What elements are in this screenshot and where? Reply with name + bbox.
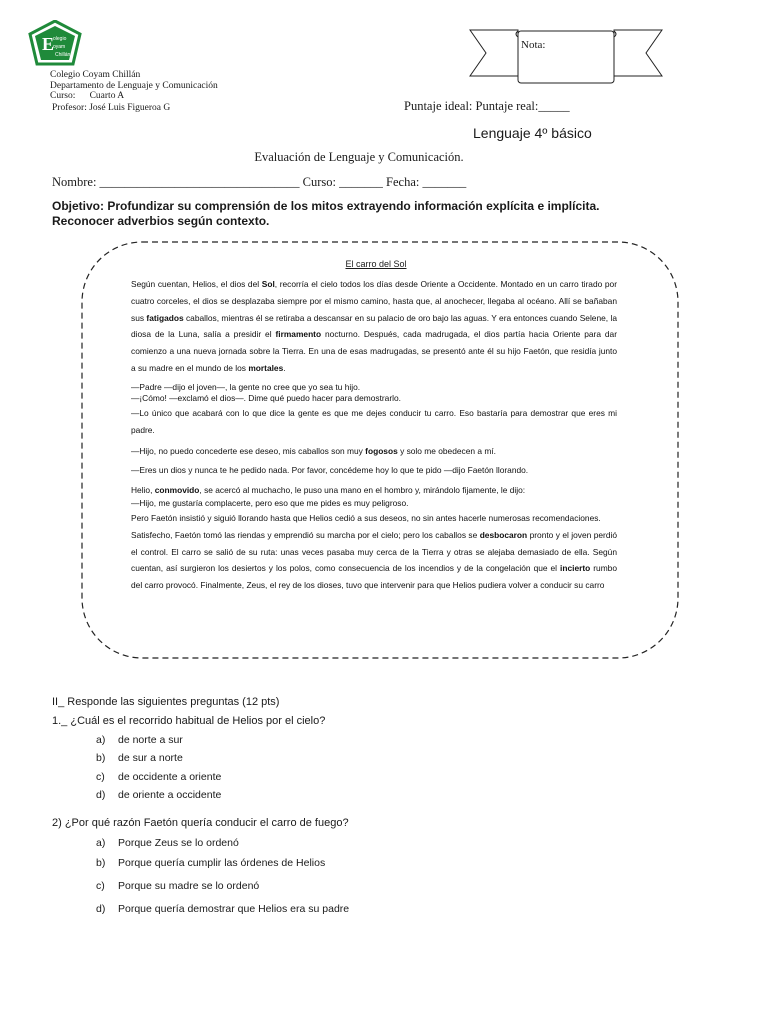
bold-word: fatigados	[146, 312, 184, 323]
option-text: de oriente a occidente	[118, 789, 222, 801]
school-logo	[28, 20, 82, 70]
school-info	[50, 70, 218, 102]
text-run: Helio,	[131, 484, 155, 495]
text-run: pronto y el joven perdió el control. El carro se salió de su ruta: unas veces pasaba muy cerca de la Tierra y otras se alejaba demasiado de ella. Según cuentan, así surgieron los desiertos y los polos, como consecuencia de los incendios y de la congelación que el	[131, 529, 618, 574]
text-run: Según cuentan, Helios, el dios del	[131, 279, 262, 289]
bold-word: desbocaron	[479, 529, 528, 540]
evaluation-title: Evaluación de Lenguaje y Comunicación.	[254, 150, 464, 164]
text-run: caballos, mientras él se retiraba a descansar en su palacio de oro bajo las aguas. Y era entonces cuando Selene, la diosa de la Luna, salía a presidir el	[131, 312, 617, 340]
svg-text:oyam: oyam	[53, 44, 66, 50]
text-run: rumbo del carro provocó. Finalmente, Zeus, el rey de los dioses, tuvo que intervenir para que Helios pudiera volver a conducir su carro	[131, 563, 617, 591]
section-title: II_ Responde las siguientes preguntas (12 pts)	[52, 696, 280, 708]
nota-label: Nota:	[521, 39, 546, 51]
option-letter: b)	[96, 752, 106, 764]
option-text: Porque quería cumplir las órdenes de Helios	[118, 857, 326, 869]
bold-word: incierto	[560, 563, 591, 574]
question-1: 1._ ¿Cuál es el recorrido habitual de Helios por el cielo?	[52, 715, 326, 727]
option-text: Porque quería demostrar que Helios era su padre	[118, 903, 350, 915]
objective-line-1: Profundizar su comprensión de los mitos extrayendo información explícita e implícita.	[104, 199, 600, 213]
student-info-line: Nombre: ________________________________ Curso: _______ Fecha: _______	[52, 175, 467, 189]
option-letter: b)	[96, 857, 106, 869]
story-dialogue-3: —Lo único que acabará con lo que dice la gente es que me dejes conducir tu carro. Eso bastaría para demostrar que eres mi padre.	[131, 407, 617, 435]
story-body	[131, 276, 617, 594]
question-2: 2) ¿Por qué razón Faetón quería conducir el carro de fuego?	[52, 817, 349, 829]
option-letter: c)	[96, 771, 105, 783]
story-dialogue-7: —Hijo, me gustaría complacerte, pero eso que me pides es muy peligroso.	[131, 498, 409, 509]
bold-word: fogosos	[365, 446, 398, 457]
option-text: de norte a sur	[118, 734, 183, 746]
option-text: Porque Zeus se lo ordenó	[118, 837, 239, 849]
option-letter: c)	[96, 880, 105, 892]
text-run: , recorría el cielo todos los días desde Oriente a Occidente. Montado en un carro tirado por cuatro corceles, el dios se desplazaba siempre por el mismo camino, hasta que, al anochecer, llegaba al océano. Allí se bañaban sus	[131, 279, 618, 323]
option-letter: d)	[96, 903, 106, 915]
option-text: de sur a norte	[118, 752, 183, 764]
story-paragraph-9	[131, 527, 617, 594]
grade-banner	[468, 28, 664, 86]
bold-word: firmamento	[275, 329, 322, 340]
bold-word: Sol	[261, 279, 275, 289]
story-paragraph-1	[131, 276, 617, 377]
text-run: —Hijo, no puedo concederte ese deseo, mis caballos son muy	[131, 446, 366, 457]
course: Curso: Cuarto A	[50, 91, 125, 101]
option-text: Porque su madre se lo ordenó	[118, 880, 260, 892]
svg-text:Chillán: Chillán	[55, 52, 71, 58]
story-paragraph-8: Pero Faetón insistió y siguió llorando hasta que Helios cedió a sus deseos, no sin antes hacerle numerosas recomendaciones.	[131, 512, 601, 523]
bold-word: conmovido	[154, 484, 200, 495]
subject-grade: Lenguaje 4º básico	[473, 125, 592, 141]
school-name: Colegio Coyam Chillán	[50, 70, 141, 80]
score-line: Puntaje ideal: Puntaje real:_____	[404, 99, 570, 113]
text-run: Satisfecho, Faetón tomó las riendas y emprendió su marcha por el cielo; pero los caballos se	[131, 529, 480, 540]
story-dialogue-1: —Padre —dijo el joven—, la gente no cree que yo sea tu hijo.	[131, 381, 361, 392]
option-letter: a)	[96, 837, 106, 849]
story-dialogue-2: —¡Cómo! —exclamó el dios—. Dime qué puedo hacer para demostrarlo.	[131, 393, 401, 404]
bold-word: mortales	[248, 362, 284, 373]
text-run: y solo me obedecen a mí.	[397, 446, 496, 457]
text-run: , se acercó al muchacho, le puso una mano en el hombro y, mirándolo fijamente, le dijo:	[199, 484, 526, 495]
option-letter: d)	[96, 789, 106, 801]
option-text: de occidente a oriente	[118, 771, 222, 783]
svg-text:E: E	[42, 34, 55, 54]
objective-label: Objetivo:	[52, 199, 105, 213]
text-run: nocturno. Después, cada madrugada, el dios partía hacia Oriente para dar comienzo a una nueva jornada sobre la Tierra. En una de esas madrugadas, se presentó ante él su hijo Faetón, que residía junto a su madre en el mundo de los	[131, 329, 617, 373]
objective-line-2: Reconocer adverbios según contexto.	[52, 213, 270, 228]
story-dialogue-5: —Eres un dios y nunca te he pedido nada. Por favor, concédeme hoy lo que te pido —dijo Faetón llorando.	[131, 465, 529, 476]
option-letter: a)	[96, 734, 106, 746]
text-run: .	[283, 362, 286, 373]
professor: Profesor: José Luis Figueroa G	[52, 103, 171, 113]
department: Departamento de Lenguaje y Comunicación	[50, 80, 218, 91]
svg-text:olegio: olegio	[53, 36, 67, 42]
story-title: El carro del Sol	[345, 259, 407, 269]
objective	[52, 199, 652, 228]
story-dialogue-4	[131, 443, 617, 460]
story-dialogue-6	[131, 482, 617, 499]
